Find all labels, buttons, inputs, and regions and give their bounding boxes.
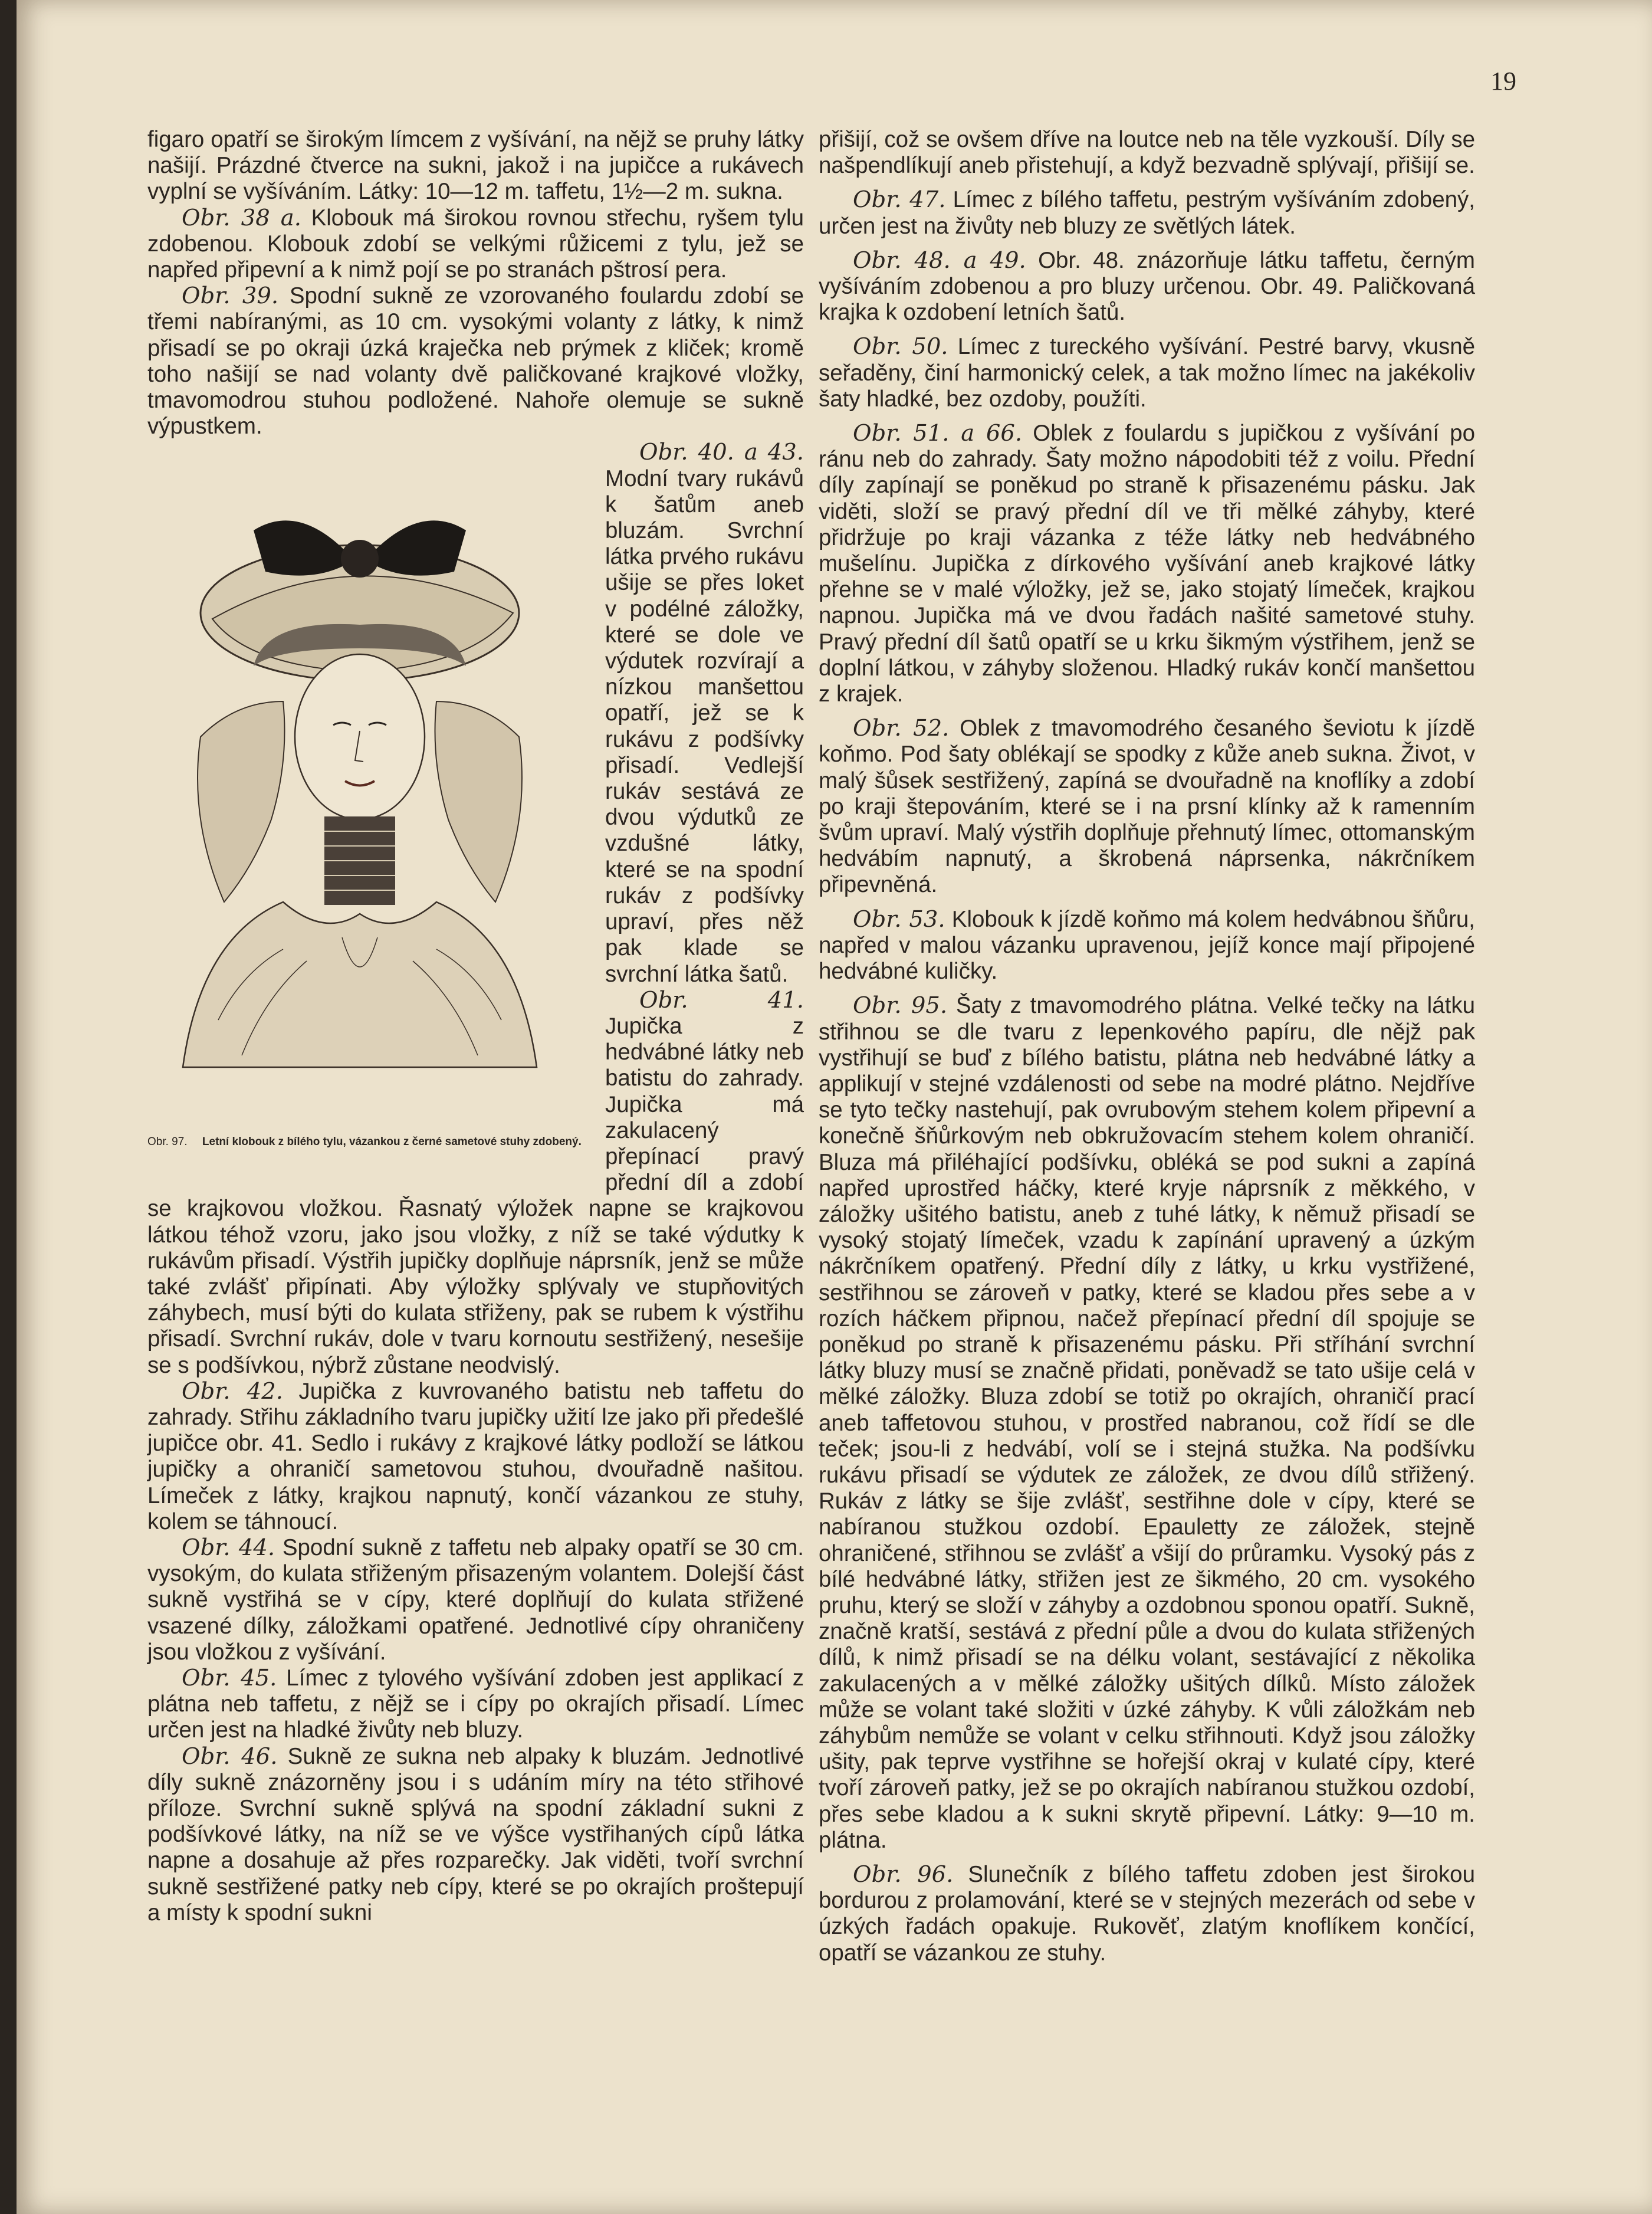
figure-ref: Obr. 96. bbox=[853, 1861, 954, 1888]
paragraph: Obr. 53. Klobouk k jízdě koňmo má kolem hedvábnou šňůru, napřed v malou vázanku upravenou, jejíž konce mají připojené hedvábné kuličky. bbox=[819, 906, 1475, 985]
paragraph: Obr. 51. a 66. Oblek z foulardu s jupičkou z vyšívání po ránu neb do zahrady. Šaty možno nápodobiti též z voilu. Přední díly zapínají se poněkud po straně k přisazenému pásku. Jak viděti, složí se pravý přední díl ve tři mělké záhyby, které přidržuje po kraji vázanka z téže látky neb hedvábného mušelínu. Jupička z dírkového vyšívání aneb krajkové látky přehne se v malé výložky, jež se, jako stojatý límeček, krajkou napnou. Jupička má ve dvou řadách našité sametové stuhy. Pravý přední díl šatů opatří se u krku šikmým výstřihem, jenž se doplní látkou, v záhyby složenou. Hladký rukáv končí manšettou z krajek. bbox=[819, 420, 1476, 707]
figure-ref: Obr. 95. bbox=[853, 992, 948, 1019]
paragraph: Obr. 95. Šaty z tmavomodrého plátna. Velké tečky na látku střihnou se dle tvaru z lepenkového papíru, dle nějž pak vystřihují se buď z bílého batistu, plátna neb hedvábné látky a applikují v stejné vzdálenosti od sebe na modré plátno. Nejdříve se tyto tečky nastehují, pak ovrubovým stehem kolem připevní a konečně šňůrkovým neb obkružovacím stehem kolem ohraničí. Bluza má přiléhající podšívku, obléká se pod sukni a zapíná napřed uprostřed háčky, které kryje náprsník z měkkého, v záložky ušitého batistu, aneb z tuhé látky, k němuž přisadí se vysoký stojatý límeček, vzadu k zapínání upravený a úzkým nákrčníkem opatřený. Přední díly z látky, u krku vystřižené, sestřihnou se zároveň v patky, které se kladou přes sebe a v rozích háčkem připnou, načež přepínací přední díl spojuje se poněkud po straně k přisazenému pásku. Při stříhání svrchní látky bluzy musí se značně přidati, poněvadž se tato ušije celá v mělké záložky. Bluza zdobí se totiž po okrajích, ohraničí prací aneb taffetovou stuhou, v prostřed nabranou, což řídí se dle teček; jsou-li z hedvábí, volí se i stejná stužka. Na podšívku rukávu přisadí se výdutek ze záložek, ze dvou dílů střižený. Rukáv z látky se šije zvlášť, sestřihne dole v cípy, které se nabíranou stužkou ozdobí. Epauletty ze záložek, stejně ohraničené, střihnou se zvlášť a všijí do průramku. Vysoký pás z bílé hedvábné látky, střižen jest ze šikmého, 20 cm. vysokého pruhu, který se složí v záhyby a ozdobnou sponou opatří. Sukně, značně kratší, sestává z přední půle a dvou do kulata střižených dílů, k nimž přisadí se na délku volant, sestávající z několika zakulacených a v mělké záložky ušitých dílků. Místo záložek může se volant také složiti v úzké záhyby. K vůli záložkám neb záhybům nemůže se volant v celku střihnouti. Když jsou záložky ušity, pak teprve vystřihne se hořejší okraj v kulaté cípy, které tvoří zároveň patky, jež se po okrajích nabíranou stužkou ozdobí, přes sebe kladou a k sukni skrytě připevní. Látky: 9—10 m. plátna. bbox=[819, 992, 1475, 1853]
paragraph: přišijí, což se ovšem dříve na loutce neb na těle vyzkouší. Díly se našpendlíkují aneb přistehují, a když bezvadně splývají, přišijí se. bbox=[819, 127, 1475, 179]
figure-ref: Obr. 39. bbox=[182, 283, 279, 310]
paragraph: Obr. 50. Límec z tureckého vyšívání. Pestré barvy, vkusně seřaděny, činí harmonický celek, a tak možno límec na jakékoliv šaty hladké, bez ozdoby, použíti. bbox=[819, 333, 1476, 412]
figure-ref: Obr. 48. a 49. bbox=[853, 247, 1026, 274]
page-number: 19 bbox=[1490, 67, 1516, 96]
book-page bbox=[17, 0, 1652, 2214]
figure-ref: Obr. 50. bbox=[853, 333, 948, 360]
figure-hat-illustration bbox=[147, 442, 584, 1171]
paragraph: Obr. 42. Jupička z kuvrovaného batistu neb taffetu do zahrady. Střihu základního tvaru jupičky užití lze jako při předešlé jupičce obr. 41. Sedlo i rukávy z krajkové látky podloží se látkou jupičky a ohraničí sametovou stuhou, dvouřadně našitou. Límeček z látky, krajkou napnutý, končí vázankou ze stuhy, kolem se táhnoucí. bbox=[147, 1377, 804, 1534]
figure-ref: Obr. 47. bbox=[853, 186, 946, 214]
figure-caption bbox=[147, 1136, 584, 1149]
paragraph: figaro opatří se širokým límcem z vyšívání, na nějž se pruhy látky našijí. Prázdné čtverce na sukni, jakož i na jupičce a rukávech vyplní se vyšíváním. Látky: 10—12 m. taffetu, 1½—2 m. sukna. bbox=[147, 127, 804, 205]
paragraph: Obr. 47. Límec z bílého taffetu, pestrým vyšíváním zdobený, určen jest na živůty neb bluzy ze světlých látek. bbox=[819, 186, 1475, 239]
paragraph: Obr. 38 a. Klobouk má širokou rovnou střechu, ryšem tylu zdobenou. Klobouk zdobí se velkými růžicemi z tylu, jež se napřed připevní a k nimž pojí se po stranách pštrosí pera. bbox=[147, 204, 804, 283]
paragraph: Obr. 96. Slunečník z bílého taffetu zdoben jest širokou bordurou z prolamování, které se v stejných mezerách od sebe v úzkých řadách opakuje. Rukověť, zlatým knoflíkem končící, opatří se vázankou ze stuhy. bbox=[819, 1861, 1475, 1966]
figure-ref: Obr. 46. bbox=[182, 1743, 278, 1770]
woman-hat-illustration bbox=[165, 489, 554, 1079]
paragraph: Obr. 52. Oblek z tmavomodrého česaného ševiotu k jízdě koňmo. Pod šaty oblékají se spodky z kůže aneb sukna. Život, v malý šůsek sestřižený, zapíná se dvouřadně na knoflíky a zdobí po kraji štepováním, které se i na prsní klínky až k ramenním švům upraví. Malý výstřih doplňuje přehnutý límec, ottomanským hedvábím napnutý, a škrobená náprsenka, nákrčníkem připevněná. bbox=[819, 715, 1475, 898]
paragraph: Obr. 40. a 43. Modní tvary rukávů k šatům aneb bluzám. Svrchní látka prvého rukávu ušije se přes loket v podélné záložky, které se dole ve výdutek rozvírají a nízkou manšettou opatří, jež se k rukávu z podšívky přisadí. Vedlejší rukáv sestává ze dvou výdutků ze vzdušné látky, které se na spodní rukáv z podšívky upraví, přes něž pak klade se svrchní látka šatů. bbox=[605, 439, 804, 987]
figure-ref: Obr. 40. a 43. bbox=[639, 439, 804, 466]
paragraph: Obr. 41. Jupička z hedvábné látky neb batistu do zahrady. Jupička má zakulacený přepínací pravý přední díl a zdobí se krajkovou vložkou. Řasnatý výložek napne se krajkovou látkou téhož vzoru, jako jsou vložky, z níž se také výdutky k rukávům přisadí. Výstřih jupičky doplňuje náprsník, jenž se může také zvlášť připínati. Aby výložky splývaly ve stupňovitých záhybech, musí býti do kulata střiženy, pak se rubem k výstřihu přisadí. Svrchní rukáv, dole v tvaru kornoutu sestřižený, nesešije se s podšívkou, nýbrž zůstane neodvislý. bbox=[147, 986, 804, 1378]
figure-ref: Obr. 41. bbox=[639, 986, 804, 1013]
paragraph: Obr. 44. Spodní sukně z taffetu neb alpaky opatří se 30 cm. vysokým, do kulata střiženým přisazeným volantem. Dolejší část sukně vystřihá se v cípy, které doplňují do kulata střižené vsazené dílky, záložkami opatřené. Jednotlivé cípy ohraničeny jsou vložkou z vyšívání. bbox=[147, 1534, 804, 1665]
paragraph: Obr. 39. Spodní sukně ze vzorovaného foulardu zdobí se třemi nabíranými, as 10 cm. vysokými volanty z látky, k nimž přisadí se po okraji úzká kraječka neb prýmek z kliček; kromě toho našijí se nad volanty dvě paličkované krajkové vložky, tmavomodrou stuhou podložené. Nahoře olemuje se sukně výpustkem. bbox=[147, 283, 804, 439]
figure-ref: Obr. 51. a 66. bbox=[853, 420, 1023, 447]
paragraph: Obr. 48. a 49. Obr. 48. znázorňuje látku taffetu, černým vyšíváním zdobenou a pro bluzy určenou. Obr. 49. Paličkovaná krajka k ozdobení letních šatů. bbox=[819, 247, 1475, 326]
caption-ref: Obr. 97. bbox=[147, 1136, 188, 1149]
figure-ref: Obr. 53. bbox=[853, 906, 945, 933]
figure-ref: Obr. 42. bbox=[182, 1377, 283, 1405]
figure-ref: Obr. 45. bbox=[182, 1664, 277, 1691]
figure-ref: Obr. 44. bbox=[182, 1534, 275, 1561]
figure-ref: Obr. 38 a. bbox=[182, 204, 301, 231]
caption-text: Letní klobouk z bílého tylu, vázankou z černé sametové stuhy zdobený. bbox=[202, 1136, 582, 1149]
left-column bbox=[147, 127, 804, 1926]
figure-ref: Obr. 52. bbox=[853, 715, 950, 742]
right-column bbox=[804, 127, 1475, 1974]
paragraph: Obr. 45. Límec z tylového vyšívání zdoben jest applikací z plátna neb taffetu, z nějž se i cípy po okrajích přisadí. Límec určen jest na hladké živůty neb bluzy. bbox=[147, 1664, 804, 1743]
paragraph: Obr. 46. Sukně ze sukna neb alpaky k bluzám. Jednotlivé díly sukně znázorněny jsou i s udáním míry na této střihové příloze. Svrchní sukně splývá na spodní základní sukni z podšívkové látky, na níž se ve výšce vystřihaných cípů látka napne a dosahuje až přes rozparečky. Jak viděti, tvoří svrchní sukně sestřižené patky neb cípy, které se po okrajích proštepují a místy k spodní sukni bbox=[147, 1743, 804, 1926]
